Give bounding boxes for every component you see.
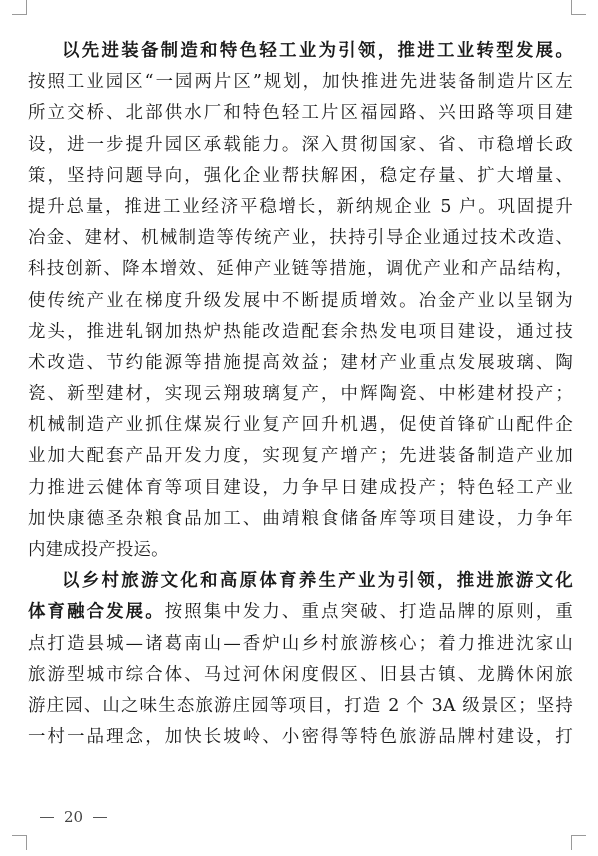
- paragraph-1-line: 加快康德圣杂粮食品加工、曲靖粮食储备库等项目建设，力争年: [28, 508, 573, 529]
- paragraph-2-line: 一村一品理念，加快长坡岭、小密得等特色旅游品牌村建设，打: [28, 727, 573, 748]
- paragraph-2-line: 旅游型城市综合体、马过河休闲度假区、旧县古镇、龙腾休闲旅: [28, 664, 573, 685]
- paragraph-1-line: 力推进云健体育等项目建设，力争早日建成投产；特色轻工产业: [28, 477, 573, 498]
- paragraph-1-line: 瓷、新型建材，实现云翔玻璃复产，中辉陶瓷、中彬建材投产；: [28, 384, 573, 405]
- crop-mark-top-left: [12, 0, 27, 15]
- paragraph-1-line: 科技创新、降本增效、延伸产业链等措施，调优产业和产品结构，: [28, 259, 573, 280]
- paragraph-1-line: 内建成投产投运。: [28, 540, 169, 560]
- paragraph-1-line: 策，坚持问题导向，强化企业帮扶解困，稳定存量、扩大增量、: [28, 165, 573, 186]
- footer-dash-left: [40, 817, 54, 818]
- paragraph-1-line: 所立交桥、北部供水厂和特色轻工片区福园路、兴田路等项目建: [28, 103, 573, 124]
- paragraph-1-line: 术改造、节约能源等措施提高效益；建材产业重点发展玻璃、陶: [28, 352, 573, 373]
- paragraph-2-heading-end: 体育融合发展。: [28, 602, 165, 623]
- paragraph-1-line: 业加大配套产品开发力度，实现复产增产；先进装备制造产业加: [28, 446, 573, 467]
- paragraph-1-line: 龙头，推进轧钢加热炉热能改造配套余热发电项目建设，通过技: [28, 321, 573, 342]
- page-number: 20: [64, 808, 84, 826]
- paragraph-1-line: 使传统产业在梯度升级发展中不断提质增效。冶金产业以呈钢为: [28, 290, 573, 311]
- crop-mark-bottom-left: [12, 835, 27, 850]
- paragraph-1-heading: 以先进装备制造和特色轻工业为引领，推进工业转型发展。: [62, 41, 573, 61]
- paragraph-1-line: 机械制造产业抓住煤炭行业复产回升机遇，促使首锋矿山配件企: [28, 415, 573, 436]
- paragraph-2-line: 游庄园、山之味生态旅游庄园等项目，打造 2 个 3A 级景区；坚持: [28, 695, 573, 716]
- paragraph-1-line: 设，进一步提升园区承载能力。深入贯彻国家、省、市稳增长政: [28, 134, 573, 155]
- footer-dash-right: [93, 817, 107, 818]
- paragraph-2-line: 点打造县城—诸葛南山—香炉山乡村旅游核心；着力推进沈家山: [28, 633, 573, 654]
- crop-mark-top-right: [571, 0, 586, 15]
- paragraph-1-line: 提升总量，推进工业经济平稳增长，新纳规企业 5 户。巩固提升: [28, 196, 573, 217]
- paragraph-2-line: [28, 597, 573, 628]
- paragraph-2-line-text: 按照集中发力、重点突破、打造品牌的原则，重: [164, 602, 573, 623]
- crop-mark-bottom-right: [571, 835, 586, 850]
- paragraph-2-heading: 以乡村旅游文化和高原体育养生产业为引领，推进旅游文化: [62, 571, 573, 592]
- document-body: [28, 36, 573, 753]
- paragraph-1-line: 按照工业园区“一园两片区”规划，加快推进先进装备制造片区左: [28, 72, 573, 93]
- paragraph-1-line: 冶金、建材、机械制造等传统产业，扶持引导企业通过技术改造、: [28, 228, 573, 249]
- page-footer: [40, 808, 107, 826]
